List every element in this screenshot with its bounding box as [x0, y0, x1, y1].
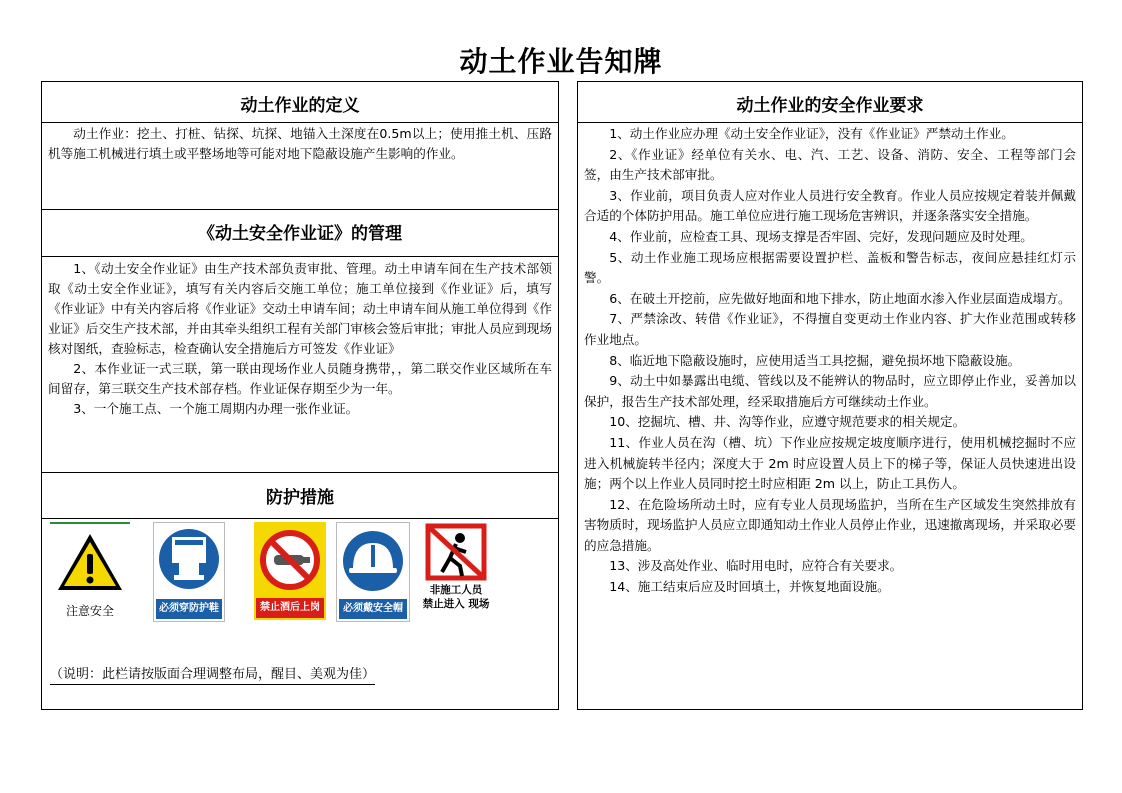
requirement-item: 14、施工结束后应及时回填土，并恢复地面设施。 [609, 579, 890, 595]
divider [42, 256, 558, 257]
requirements-list [584, 124, 1076, 598]
definition-paragraph: 动土作业：挖土、打桩、钻探、坑探、地锚入土深度在0.5m以上；使用推土机、压路机等施工机械进行填土或平整场地等可能对地下隐蔽设施产生影响的作业。 [48, 126, 552, 161]
sign-label: 注意安全 [65, 604, 114, 618]
requirement-item: 5、动土作业施工现场应根据需要设置护栏、盖板和警告标志，夜间应悬挂红灯示警。 [584, 249, 1076, 286]
requirement-item: 12、在危险场所动土时，应有专业人员现场监护，当所在生产区域发生突然排放有害物质时，现场监护人员应立即通知动土作业人员停止作业，迅速撤离现场，并采取必要的应急措施。 [584, 496, 1076, 553]
requirement-item: 2、《作业证》经单位有关水、电、汽、工艺、设备、消防、安全、工程等部门会签，由生产技术部审批。 [584, 146, 1076, 183]
sign-label: 必须戴安全帽 [339, 599, 407, 619]
protection-heading: 防护措施 [266, 488, 334, 508]
definition-heading: 动土作业的定义 [240, 96, 360, 116]
safety-signs-row [50, 522, 550, 622]
management-heading: 《动土安全作业证》的管理 [198, 224, 402, 244]
management-item: 2、本作业证一式三联，第一联由现场作业人员随身携带，，第二联交作业区域所在车间留存，第三联交生产技术部存档。作业证保存期至少为一年。 [48, 361, 552, 396]
sign-no-drinking [254, 522, 326, 620]
requirement-item: 3、作业前，项目负责人应对作业人员进行安全教育。作业人员应按规定着装并佩戴合适的个体防护用品。施工单位应进行施工现场危害辨识，并逐条落实安全措施。 [584, 187, 1076, 224]
management-item: 1、《动土安全作业证》由生产技术部负责审批、管理。动土申请车间在生产技术部领取《动土安全作业证》，填写有关内容后交施工单位；施工单位接到《作业证》后，填写《作业证》中有关内容后将《作业证》交动土申请车间；动土申请车间从施工单位得到《作业证》后交生产技术部，并由其牵头组织工程有关部门审核会签后审批；审批人员应到现场核对图纸，查验标志，检查确认安全措施后方可签发《作业证》 [48, 261, 552, 356]
layout-note: （说明：此栏请按版面合理调整布局，醒目、美观为佳） [50, 666, 375, 685]
divider [42, 209, 558, 210]
no-entry-person-icon [418, 522, 494, 582]
sign-protective-shoes [153, 522, 225, 622]
requirement-item: 7、严禁涂改、转借《作业证》，不得擅自变更动土作业内容、扩大作业范围或转移作业地点。 [584, 311, 1076, 347]
requirement-item: 8、临近地下隐蔽设施时，应使用适当工具挖掘，避免损坏地下隐蔽设施。 [609, 352, 1021, 368]
requirement-item: 4、作业前，应检查工具、现场支撑是否牢固、完好，发现问题应及时处理。 [609, 228, 1033, 244]
safety-helmet-icon [337, 523, 409, 595]
protective-shoes-icon [154, 523, 224, 595]
sign-label: 必须穿防护鞋 [156, 599, 222, 619]
sign-label: 禁止酒后上岗 [256, 598, 324, 618]
sign-caution [50, 522, 130, 622]
definition-text [48, 124, 552, 164]
sign-label-line2: 禁止进入 现场 [422, 598, 490, 610]
requirement-item: 1、动土作业应办理《动土安全作业证》，没有《作业证》严禁动土作业。 [609, 126, 1014, 141]
divider [42, 472, 558, 473]
requirements-heading: 动土作业的安全作业要求 [736, 96, 924, 116]
left-panel [41, 81, 559, 710]
requirement-item: 13、涉及高处作业、临时用电时，应符合有关要求。 [609, 558, 903, 574]
divider [42, 122, 558, 123]
warning-triangle-icon [50, 524, 130, 600]
right-panel [577, 81, 1083, 710]
sign-label-line1: 非施工人员 [429, 584, 483, 596]
requirement-item: 9、动土中如暴露出电缆、管线以及不能辨认的物品时，应立即停止作业，妥善加以保护，报告生产技术部处理，经采取措施后方可继续动土作业。 [584, 373, 1076, 409]
requirement-item: 6、在破土开挖前，应先做好地面和地下排水，防止地面水渗入作业层面造成塌方。 [609, 290, 1071, 306]
divider [578, 122, 1082, 123]
sign-safety-helmet [336, 522, 410, 622]
sign-no-entry [418, 522, 494, 620]
page-title: 动土作业告知牌 [459, 45, 663, 78]
requirement-item: 11、作业人员在沟（槽、坑）下作业应按规定坡度顺序进行，使用机械挖掘时不应进入机械旋转半径内；深度大于 2m 时应设置人员上下的梯子等，保证人员快速进出设施；两个以上作业人员同时挖土时应相距 2m 以上，防止工具伤人。 [584, 434, 1076, 492]
management-text [48, 259, 552, 419]
management-item: 3、一个施工点、一个施工周期内办理一张作业证。 [73, 401, 359, 416]
requirement-item: 10、挖掘坑、槽、井、沟等作业，应遵守规范要求的相关规定。 [609, 414, 966, 430]
divider [42, 518, 558, 519]
no-drinking-icon [254, 522, 326, 594]
